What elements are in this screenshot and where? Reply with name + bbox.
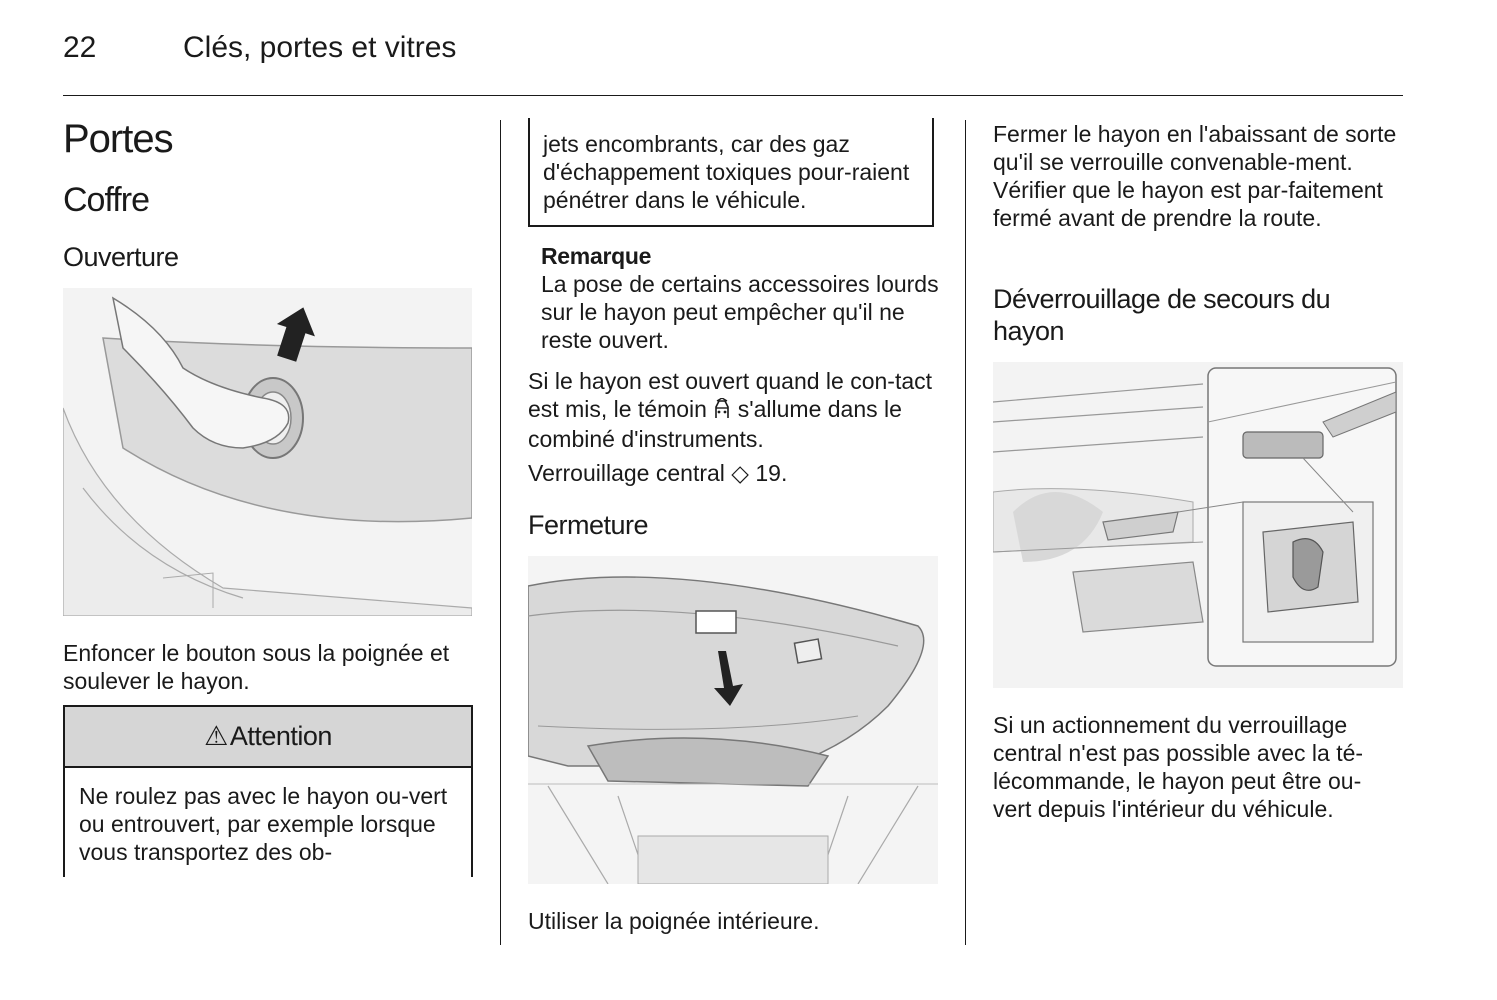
header-rule: [63, 95, 1403, 96]
attention-text-continued: jets encombrants, car des gaz d'échappement toxiques pour-raient pénétrer dans le véhicule.: [543, 131, 910, 213]
note-text: La pose de certains accessoires lourds sur le hayon peut empêcher qu'il ne reste ouvert.: [541, 271, 939, 353]
chapter-title: Clés, portes et vitres: [183, 31, 457, 64]
closing-illustration: [528, 556, 938, 884]
attention-box: [63, 705, 473, 877]
column-divider-1: [500, 120, 501, 945]
column-divider-2: [965, 120, 966, 945]
opening-illustration: [63, 288, 472, 616]
emergency-release-text: Si un actionnement du verrouillage central n'est pas possible avec la té-lécommande, le hayon peut être ou-vert depuis l'intérieur du véhicule.: [993, 712, 1364, 822]
section-heading: Coffre: [63, 181, 149, 219]
note-block: [541, 243, 941, 354]
opening-instruction: Enfoncer le bouton sous la poignée et soulever le hayon.: [63, 640, 450, 694]
closing-caption: Utiliser la poignée intérieure.: [528, 908, 820, 934]
central-locking-page-link[interactable]: 19.: [755, 460, 788, 486]
subsection-heading-closing: Fermeture: [528, 510, 649, 540]
central-locking-reference: [528, 459, 938, 487]
indicator-paragraph: [528, 367, 938, 453]
subsection-heading-emergency-release: Déverrouillage de secours du hayon: [993, 284, 1331, 346]
emergency-release-illustration: [993, 362, 1403, 688]
page-reference-icon: ◇: [731, 460, 749, 486]
page-number: 22: [63, 31, 97, 64]
tailgate-open-indicator-icon: [713, 397, 731, 425]
attention-header: [65, 707, 471, 768]
central-locking-text: Verrouillage central: [528, 460, 725, 486]
attention-box-continued: [528, 118, 934, 227]
attention-text: Ne roulez pas avec le hayon ou-vert ou entrouvert, par exemple lorsque vous transportez des ob-: [79, 783, 448, 865]
indicator-text-after: s'allume dans le combiné d'instruments.: [528, 396, 902, 452]
closing-instruction: Fermer le hayon en l'abaissant de sorte qu'il se verrouille convenable-ment. Vérifier que le hayon est par-faitement fermé avant de prendre la route.: [993, 121, 1397, 231]
warning-triangle-icon: ⚠: [204, 721, 228, 751]
note-title: Remarque: [541, 243, 652, 269]
indicator-text-before: Si le hayon est ouvert quand le con-tact est mis, le témoin: [528, 368, 933, 422]
subsection-heading-opening: Ouverture: [63, 242, 179, 272]
page-heading: Portes: [63, 117, 173, 161]
attention-title: Attention: [229, 721, 332, 751]
